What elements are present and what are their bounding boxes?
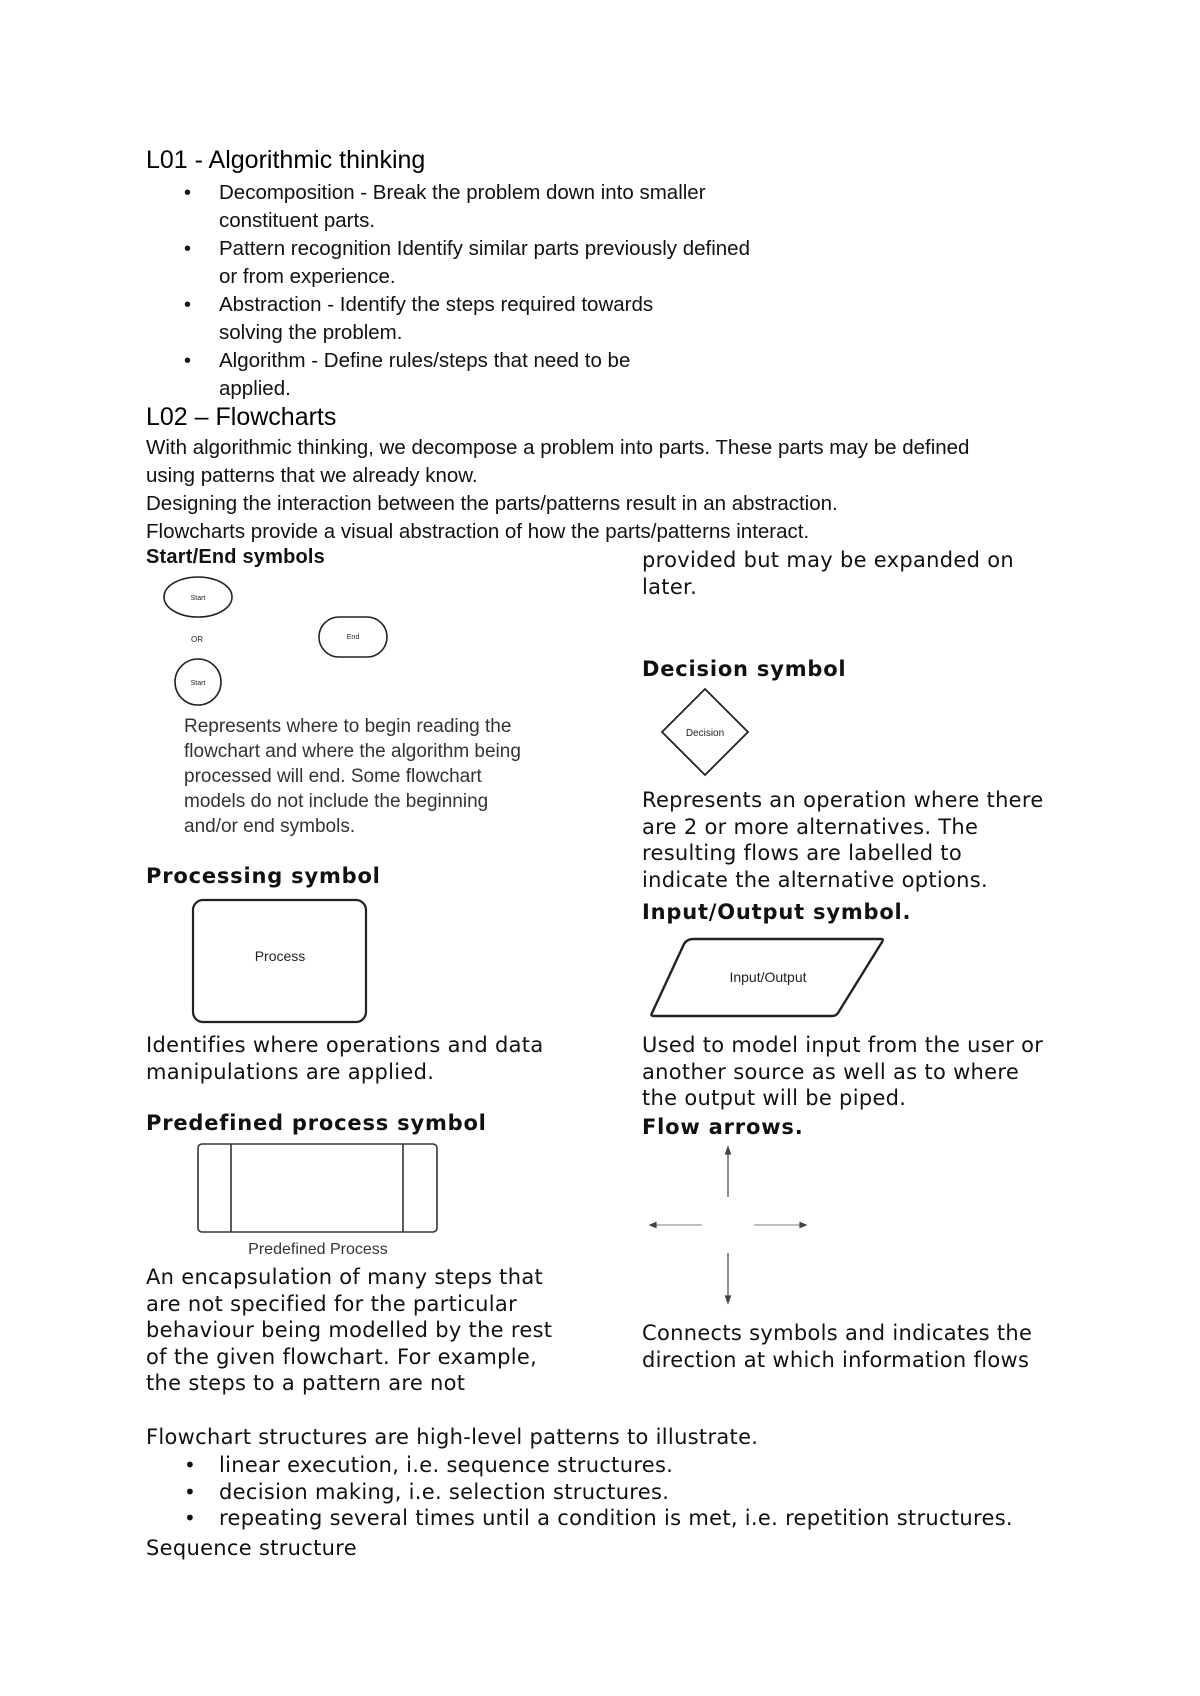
start-label-1: Start xyxy=(190,595,206,602)
decision-heading: Decision symbol xyxy=(642,657,847,681)
l02-title: L02 – Flowcharts xyxy=(146,403,337,431)
list-item: • Algorithm - Define rules/steps that need to be applied. xyxy=(146,347,946,403)
arrow-up-icon xyxy=(726,1147,731,1197)
flow-heading: Flow arrows. xyxy=(642,1115,804,1139)
sequence-structure-heading: Sequence structure xyxy=(146,1536,357,1560)
l01-list xyxy=(146,179,946,403)
end-label: End xyxy=(346,634,360,641)
process-label: Process xyxy=(254,948,306,964)
list-item: • repeating several times until a condition is met, i.e. repetition structures. xyxy=(146,1505,1146,1532)
predefined-continuation: provided but may be expanded on later. xyxy=(642,548,1014,599)
io-heading: Input/Output symbol. xyxy=(642,900,912,924)
or-label: OR xyxy=(191,635,203,644)
io-symbol xyxy=(648,935,888,1020)
arrow-left-icon xyxy=(650,1223,702,1228)
start-end-description: Represents where to begin reading the flowchart and where the algorithm being processed will end. Some flowchart models do not include the beginning and/or end symbols. xyxy=(184,716,521,837)
list-item: • decision making, i.e. selection structures. xyxy=(146,1479,1146,1506)
arrow-down-icon xyxy=(726,1253,731,1303)
list-item: • linear execution, i.e. sequence structures. xyxy=(146,1452,1146,1479)
start-label-2: Start xyxy=(190,680,206,687)
predefined-label: Predefined Process xyxy=(248,1241,388,1258)
l02-intro: With algorithmic thinking, we decompose a problem into parts. These parts may be defined using patterns that we already know. Designing the interaction between the parts/patterns result in an abstraction. Flowcharts provide a visual abstraction of how the parts/patterns interact. xyxy=(146,436,970,543)
predefined-process-symbol xyxy=(196,1142,441,1262)
process-symbol xyxy=(190,898,370,1025)
io-label: Input/Output xyxy=(729,969,807,985)
io-description: Used to model input from the user or another source as well as to where the output will be piped. xyxy=(642,1033,1044,1110)
arrow-right-icon xyxy=(754,1223,806,1228)
decision-symbol xyxy=(660,687,752,779)
list-item: • Abstraction - Identify the steps required towards solving the problem. xyxy=(146,291,946,347)
processing-heading: Processing symbol xyxy=(146,864,381,888)
predefined-rect-shape xyxy=(198,1144,437,1232)
decision-label: Decision xyxy=(685,728,725,739)
decision-description: Represents an operation where there are 2 or more alternatives. The resulting flows are labelled to indicate the alternative options. xyxy=(642,788,1044,892)
structures-intro: Flowchart structures are high-level patterns to illustrate. xyxy=(146,1425,759,1449)
structures-list xyxy=(146,1452,1146,1532)
flow-description: Connects symbols and indicates the direction at which information flows xyxy=(642,1321,1033,1372)
predefined-heading: Predefined process symbol xyxy=(146,1111,487,1135)
start-end-symbols xyxy=(155,570,405,715)
start-end-heading: Start/End symbols xyxy=(146,546,325,568)
list-item: • Pattern recognition Identify similar parts previously defined or from experience. xyxy=(146,235,946,291)
flow-arrows xyxy=(640,1145,820,1320)
processing-description: Identifies where operations and data manipulations are applied. xyxy=(146,1033,544,1084)
l01-title: L01 - Algorithmic thinking xyxy=(146,146,426,174)
predefined-description: An encapsulation of many steps that are not specified for the particular behaviour being modelled by the rest of the given flowchart. For example, the steps to a pattern are not xyxy=(146,1265,553,1395)
list-item: • Decomposition - Break the problem down into smaller constituent parts. xyxy=(146,179,946,235)
